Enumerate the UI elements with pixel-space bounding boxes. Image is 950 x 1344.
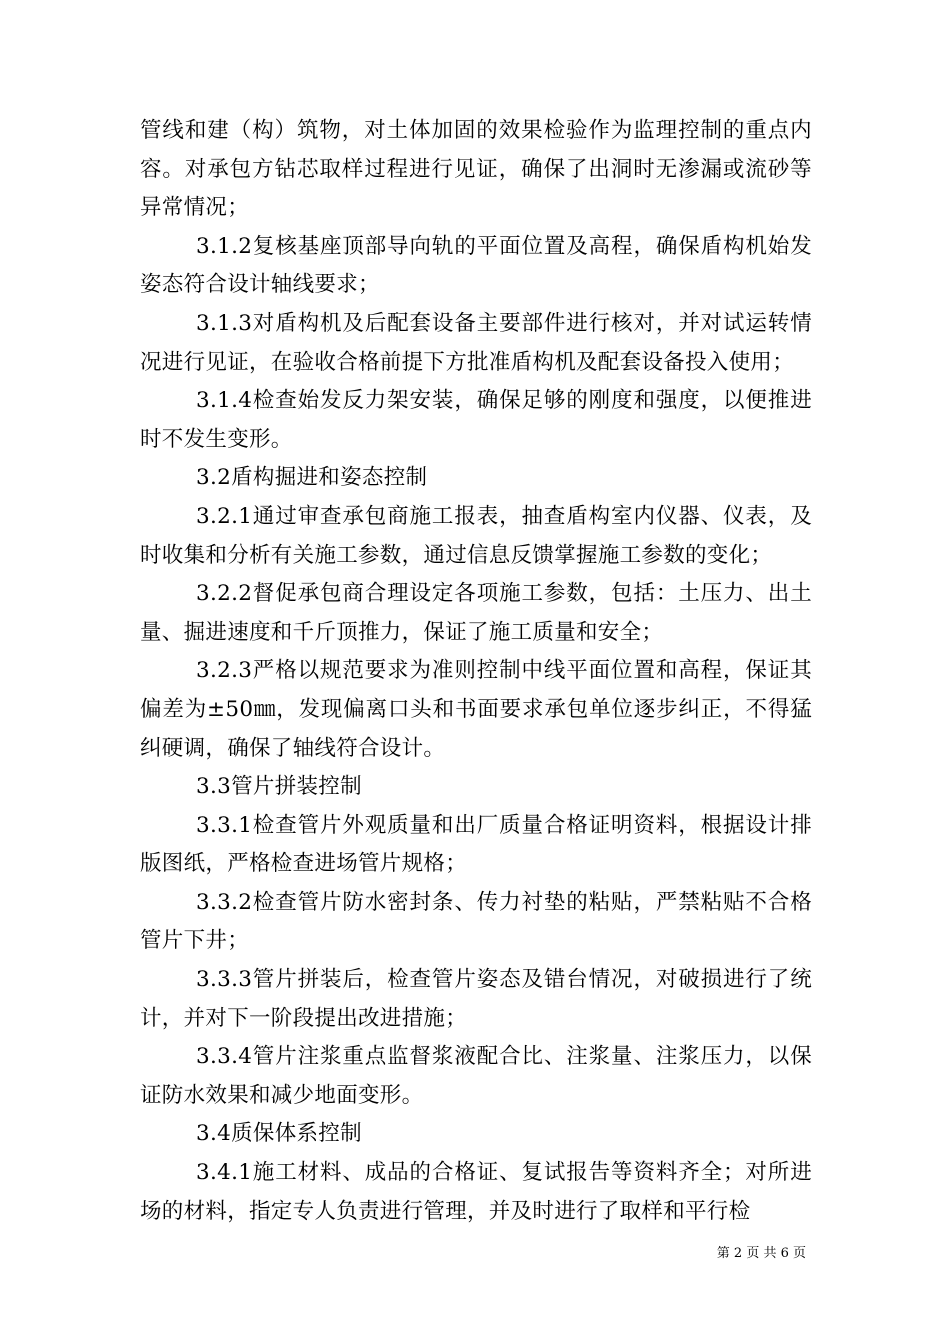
paragraph: 3.3.1检查管片外观质量和出厂质量合格证明资料，根据设计排版图纸，严格检查进场管片规格； xyxy=(140,812,812,877)
section-heading: 3.2盾构掘进和姿态控制 xyxy=(196,465,428,491)
paragraph: 3.3.2检查管片防水密封条、传力衬垫的粘贴，严禁粘贴不合格管片下井； xyxy=(140,889,812,954)
paragraph: 3.1.2复核基座顶部导向轨的平面位置及高程，确保盾构机始发姿态符合设计轴线要求； xyxy=(140,233,812,298)
body-text xyxy=(140,112,812,1231)
paragraph: 管线和建（构）筑物，对土体加固的效果检验作为监理控制的重点内容。对承包方钻芯取样过程进行见证，确保了出洞时无渗漏或流砂等异常情况； xyxy=(140,118,812,221)
section-heading: 3.3管片拼装控制 xyxy=(196,774,362,800)
section-heading: 3.4质保体系控制 xyxy=(196,1121,362,1147)
page-number-footer: 第 2 页 共 6 页 xyxy=(716,1246,806,1261)
paragraph: 3.3.4管片注浆重点监督浆液配合比、注浆量、注浆压力，以保证防水效果和减少地面变形。 xyxy=(140,1044,812,1108)
paragraph: 3.4.1施工材料、成品的合格证、复试报告等资料齐全；对所进场的材料，指定专人负责进行管理，并及时进行了取样和平行检 xyxy=(140,1160,812,1224)
paragraph: 3.3.3管片拼装后，检查管片姿态及错台情况，对破损进行了统计，并对下一阶段提出改进措施； xyxy=(140,967,812,1031)
paragraph: 3.2.3严格以规范要求为准则控制中线平面位置和高程，保证其偏差为±50㎜，发现偏离口头和书面要求承包单位逐步纠正，不得猛纠硬调，确保了轴线符合设计。 xyxy=(140,658,812,761)
paragraph: 3.2.2督促承包商合理设定各项施工参数，包括：土压力、出土量、掘进速度和千斤顶推力，保证了施工质量和安全； xyxy=(140,581,812,645)
paragraph: 3.1.3对盾构机及后配套设备主要部件进行核对，并对试运转情况进行见证，在验收合格前提下方批准盾构机及配套设备投入使用； xyxy=(140,310,812,375)
paragraph: 3.1.4检查始发反力架安装，确保足够的刚度和强度，以便推进时不发生变形。 xyxy=(140,388,812,452)
paragraph: 3.2.1通过审查承包商施工报表，抽查盾构室内仪器、仪表，及时收集和分析有关施工参数，通过信息反馈掌握施工参数的变化； xyxy=(140,503,812,568)
